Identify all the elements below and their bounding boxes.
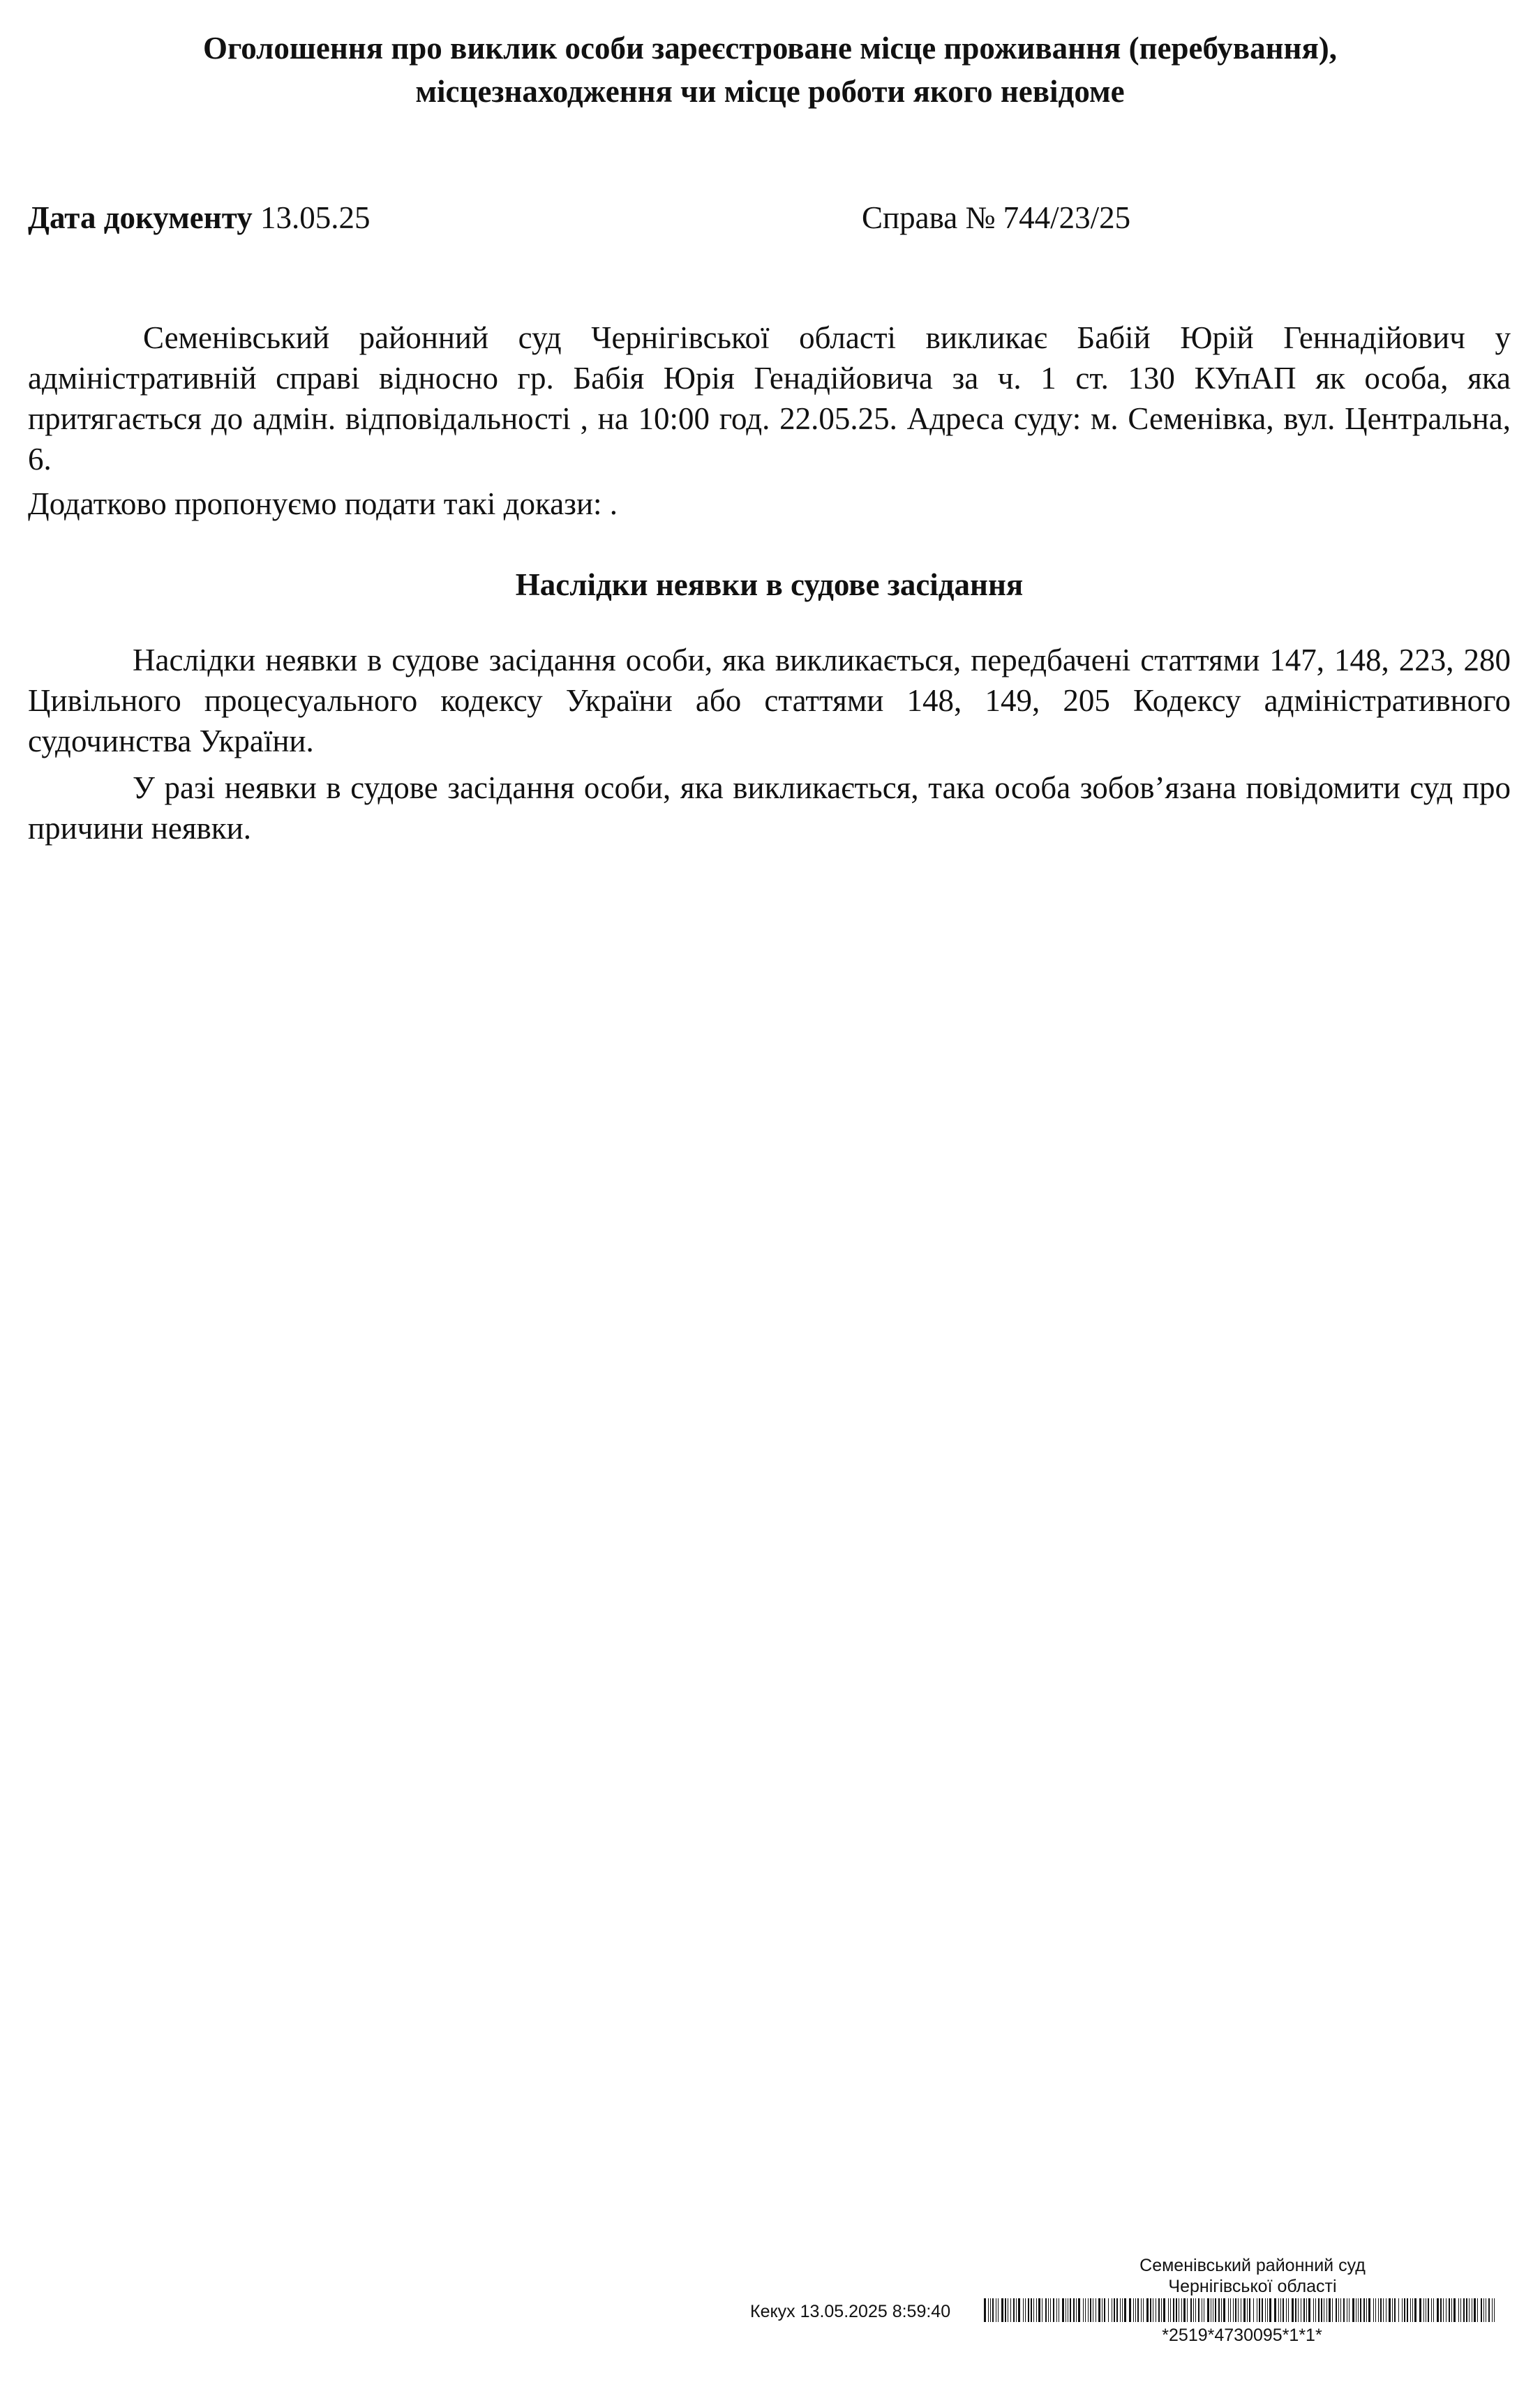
barcode-bar [1315,2298,1316,2322]
barcode-bar [1440,2298,1442,2322]
barcode-bar [1378,2298,1379,2322]
barcode-bar [1253,2298,1254,2322]
case-value: 744/23/25 [1003,200,1131,235]
barcode-bar [1048,2298,1049,2322]
barcode-bar [1228,2298,1229,2322]
court-stamp [1109,2255,1396,2297]
summons-paragraph: Семенівський районний суд Чернігівської області викликає Бабій Юрій Геннадійович у адміністративній справі відносно гр. Бабія Юрія Генадійовича за ч. 1 ст. 130 КУпАП як особа, яка притягається до адмін. відповідальності , на 10:00 год. 22.05.25. Адреса суду: м. Семенівка, вул. Центральна, 6. [28,320,1511,477]
barcode-bar [1360,2298,1361,2322]
court-stamp-line-1: Семенівський районний суд [1139,2256,1366,2275]
barcode-bar [1433,2298,1434,2322]
barcode-bar [1278,2298,1279,2322]
document-date [28,197,370,239]
barcode-bar [1449,2298,1450,2322]
barcode-bar [1463,2298,1465,2322]
barcode-bar [1458,2298,1459,2322]
barcode-bar [1349,2298,1350,2322]
barcode-bar [992,2298,994,2322]
barcode-bar [1013,2298,1015,2322]
barcode-bar [1469,2298,1470,2322]
barcode-bar [1352,2298,1354,2322]
page-title [42,27,1498,113]
barcode-bar [1363,2298,1365,2322]
obligation-paragraph: У разі неявки в судове засідання особи, яка викликається, така особа зобов’язана повідомити суд про причини неявки. [28,770,1511,846]
barcode-bar [1428,2298,1429,2322]
barcode-bar [1023,2298,1024,2322]
barcode-bar [1321,2298,1322,2322]
barcode-bar [1451,2298,1452,2322]
barcode-bar [1394,2298,1396,2322]
barcode-bar [1056,2298,1057,2322]
barcode-bar [1274,2298,1276,2322]
consequences-paragraph: Наслідки неявки в судове засідання особи, яка викликається, передбачені статтями 147, 148, 223, 280 Цивільного процесуального кодексу України або статтями 148, 149, 205 Кодексу адміністративного судочинства України. [28,643,1511,758]
barcode-bar [1181,2298,1182,2322]
barcode-bar [1083,2298,1084,2322]
barcode-bar [1176,2298,1177,2322]
barcode-bar [1098,2298,1100,2322]
user-timestamp: Кекух 13.05.2025 8:59:40 [750,2302,951,2321]
date-value: 13.05.25 [260,200,371,235]
barcode-bar [1193,2298,1194,2322]
barcode-bar [1453,2298,1456,2322]
barcode-bar [1269,2298,1271,2322]
barcode-bar [1163,2298,1165,2322]
barcode-bar [1488,2298,1490,2322]
barcode-bar [1292,2298,1294,2322]
barcode-bar [1053,2298,1054,2322]
barcode-bar [1389,2298,1391,2322]
barcode-bar [1373,2298,1374,2322]
barcode-bar [1238,2298,1239,2322]
barcode-bar [1343,2298,1345,2322]
barcode-bar [1078,2298,1080,2322]
barcode-bar [1267,2298,1268,2322]
barcode-bar [1137,2298,1139,2322]
barcode-bar [988,2298,989,2322]
barcode-bar [1190,2298,1192,2322]
barcode-bar [1492,2298,1493,2322]
barcode-bar [1280,2298,1281,2322]
barcode-bar [1090,2298,1091,2322]
barcode-bar [1198,2298,1199,2322]
barcode-bar [1419,2298,1421,2322]
barcode-bar [1150,2298,1151,2322]
barcode-bar [1161,2298,1162,2322]
barcode-bar [1402,2298,1403,2322]
barcode-bar [1329,2298,1331,2322]
barcode-bar [1088,2298,1089,2322]
barcode-bar [1259,2298,1260,2322]
barcode-bar [1477,2298,1478,2322]
barcode-bar [1143,2298,1144,2322]
barcode-bar [1062,2298,1064,2322]
barcode-bar [1104,2298,1105,2322]
title-line-2: місцезнаходження чи місце роботи якого невідоме [415,74,1125,109]
barcode-bar [1249,2298,1250,2322]
barcode-bar [1230,2298,1231,2322]
barcode-bar [1124,2298,1126,2322]
barcode-bar [1133,2298,1134,2322]
barcode-bar [1306,2298,1307,2322]
barcode-bar [1018,2298,1020,2322]
barcode-bar [1168,2298,1169,2322]
barcode-code: *2519*4730095*1*1* [1162,2326,1322,2345]
barcode-bar [1308,2298,1310,2322]
barcode-bar [1173,2298,1174,2322]
barcode-bar [1295,2298,1296,2322]
barcode-bar [1383,2298,1384,2322]
barcode-bar [1070,2298,1071,2322]
barcode-bar [1218,2298,1220,2322]
barcode-bar [1215,2298,1216,2322]
barcode-bar [1494,2298,1495,2322]
barcode-bar [1262,2298,1263,2322]
barcode-bar [1412,2298,1413,2322]
barcode-bar [1481,2298,1482,2322]
barcode-bar [1243,2298,1246,2322]
case-label: Справа № [862,200,996,235]
barcode-bar [1031,2298,1032,2322]
barcode-bar [990,2298,991,2322]
barcode-bar [1366,2298,1367,2322]
barcode-bar [1025,2298,1026,2322]
barcode-bar [1466,2298,1467,2322]
barcode-bar [1129,2298,1131,2322]
court-stamp-line-2: Чернігівської області [1168,2277,1337,2296]
barcode-bar [1221,2298,1222,2322]
barcode-bar [1410,2298,1411,2322]
barcode-bar [1038,2298,1040,2322]
barcode-bar [1318,2298,1320,2322]
barcode-bar [1407,2298,1408,2322]
barcode-bar [1332,2298,1333,2322]
barcode-bar [1368,2298,1370,2322]
barcode-bar [1141,2298,1142,2322]
barcode-bar [1404,2298,1405,2322]
barcode-bar [1187,2298,1188,2322]
barcode-bar [1146,2298,1149,2322]
barcode-bar [1338,2298,1339,2322]
barcode-bar [1036,2298,1037,2322]
barcode-bar [1235,2298,1236,2322]
barcode-bar [1336,2298,1337,2322]
barcode-bar [1028,2298,1029,2322]
barcode-bar [1170,2298,1171,2322]
barcode-bar [1085,2298,1086,2322]
barcode-bar [1483,2298,1484,2322]
barcode-bar [1423,2298,1424,2322]
barcode-bar [1016,2298,1017,2322]
barcode-bar [1286,2298,1287,2322]
barcode-bar [1431,2298,1432,2322]
barcode-bar [1122,2298,1123,2322]
section-heading: Наслідки неявки в судове засідання [515,567,1024,602]
barcode-bar [1414,2298,1416,2322]
barcode-bar [1380,2298,1382,2322]
barcode-bar [1443,2298,1444,2322]
barcode-bar [984,2298,986,2322]
barcode-bar [1108,2298,1109,2322]
barcode-bar [1233,2298,1234,2322]
barcode-bar [1135,2298,1136,2322]
barcode-image [984,2298,1497,2322]
barcode-bar [1313,2298,1314,2322]
barcode-bar [1207,2298,1209,2322]
barcode-bar [1358,2298,1359,2322]
barcode-bar [998,2298,999,2322]
barcode-bar [1001,2298,1003,2322]
barcode-bar [1033,2298,1034,2322]
barcode-bar [1223,2298,1225,2322]
evidence-paragraph: Додатково пропонуємо подати такі докази: . [28,486,618,521]
barcode-bar [1005,2298,1006,2322]
barcode-bar [1045,2298,1047,2322]
barcode-bar [1158,2298,1160,2322]
barcode-bar [1326,2298,1327,2322]
barcode-bar [1303,2298,1305,2322]
barcode-bar [1265,2298,1266,2322]
barcode-bar [1340,2298,1341,2322]
title-line-1: Оголошення про виклик особи зареєстроване місце проживання (перебування), [202,31,1338,66]
barcode-bar [1375,2298,1376,2322]
barcode-bar [1195,2298,1196,2322]
barcode-bar [1247,2298,1248,2322]
barcode-bar [1076,2298,1077,2322]
barcode-bar [1120,2298,1121,2322]
barcode-bar [1073,2298,1075,2322]
barcode-bar [1116,2298,1118,2322]
barcode-bar [1298,2298,1299,2322]
barcode-bar [1183,2298,1186,2322]
barcode-bar [1474,2298,1476,2322]
barcode-bar [1437,2298,1439,2322]
barcode-bar [1392,2298,1393,2322]
barcode-bar [1050,2298,1051,2322]
case-number [862,197,1130,239]
date-label: Дата документу [28,200,253,235]
barcode-bar [1288,2298,1289,2322]
barcode-bar [1398,2298,1399,2322]
barcode-bar [1114,2298,1115,2322]
barcode-bar [1283,2298,1284,2322]
barcode-bar [1460,2298,1461,2322]
barcode-bar [1010,2298,1011,2322]
